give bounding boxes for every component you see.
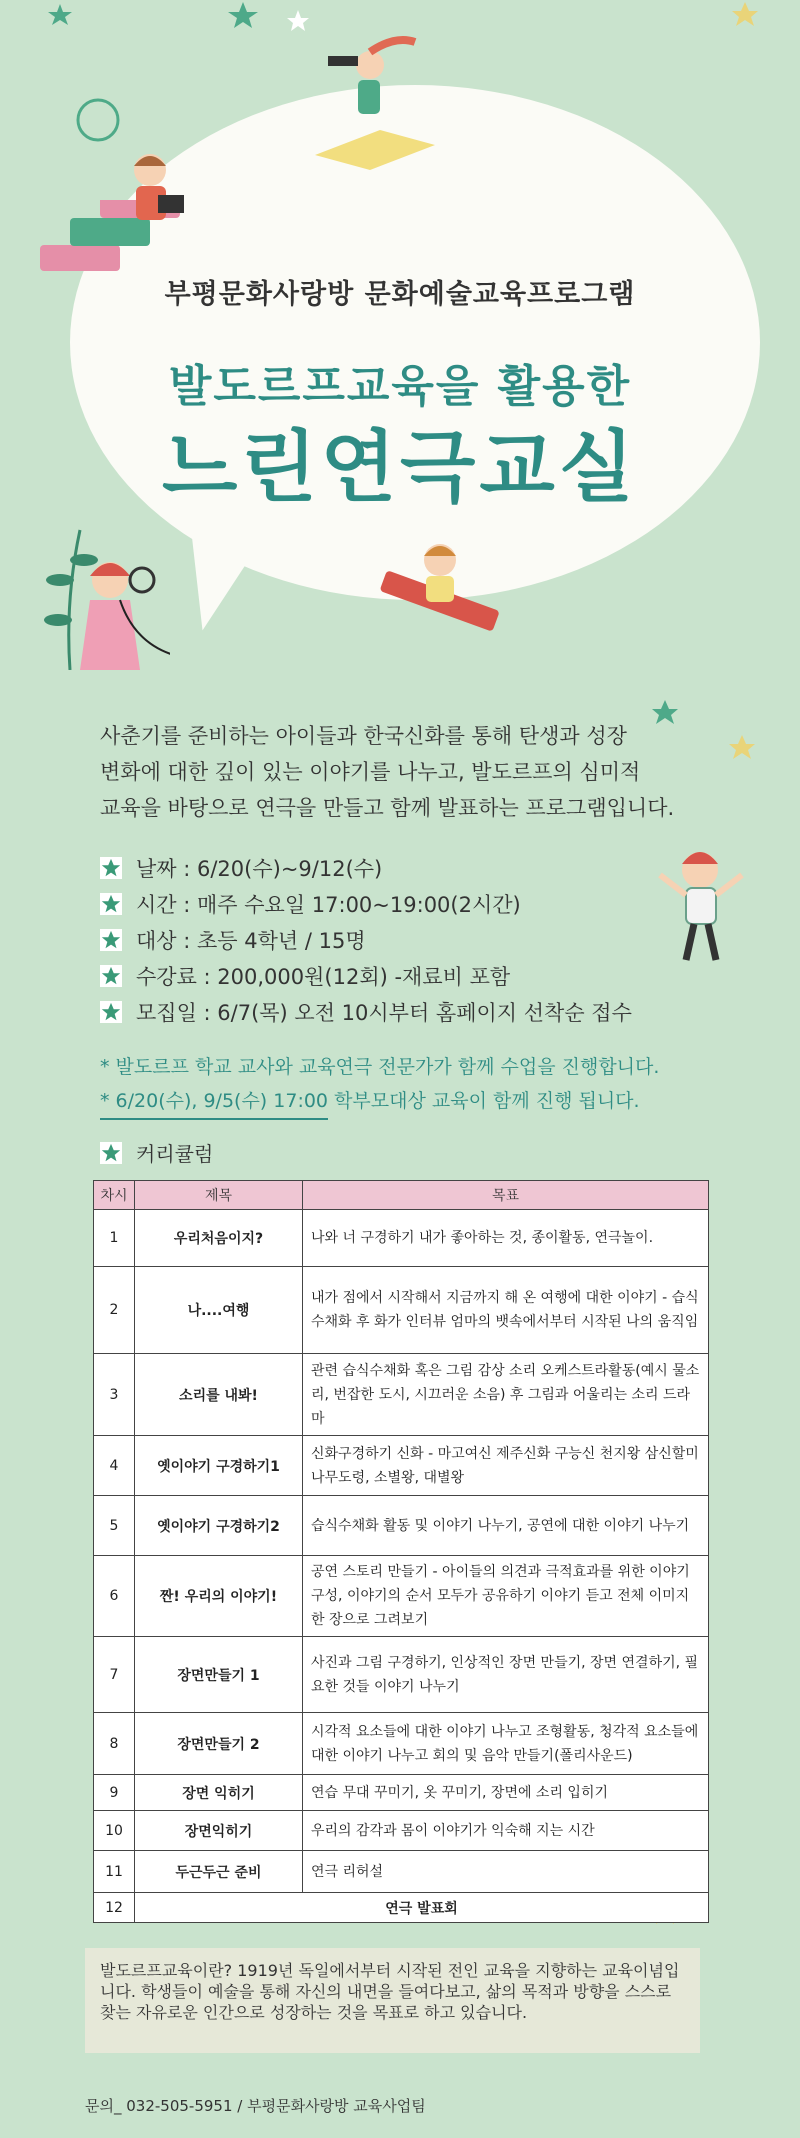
session-goal: 우리의 감각과 몸이 이야기가 익숙해 지는 시간 <box>303 1811 709 1851</box>
table-row-final <box>94 1893 709 1923</box>
info-list <box>100 850 632 1030</box>
session-goal: 신화구경하기 신화 - 마고여신 제주신화 구능신 천지왕 삼신할미 나무도령, 소별왕, 대별왕 <box>303 1436 709 1496</box>
curriculum-table <box>93 1180 709 1923</box>
info-date <box>100 850 632 886</box>
session-title: 장면 익히기 <box>135 1775 303 1811</box>
session-title: 장면익히기 <box>135 1811 303 1851</box>
session-number: 11 <box>94 1851 135 1893</box>
note-line: * 발도르프 학교 교사와 교육연극 전문가가 함께 수업을 진행합니다. <box>100 1056 660 1078</box>
session-number: 1 <box>94 1210 135 1267</box>
star-icon <box>100 929 122 951</box>
star-icon <box>228 2 258 28</box>
session-number: 4 <box>94 1436 135 1496</box>
session-goal: 연극 리허설 <box>303 1851 709 1893</box>
session-title: 우리처음이지? <box>135 1210 303 1267</box>
star-icon <box>100 965 122 987</box>
column-header: 제목 <box>135 1181 303 1210</box>
session-goal: 공연 스토리 만들기 - 아이들의 의견과 극적효과를 위한 이야기 구성, 이야기의 순서 모두가 공유하기 이야기 듣고 전체 이미지 한 장으로 그려보기 <box>303 1556 709 1637</box>
child-on-pencil-illustration <box>370 530 530 660</box>
star-icon <box>48 4 72 25</box>
curriculum-heading-text: 커리큘럼 <box>136 1142 214 1166</box>
final-performance: 연극 발표회 <box>135 1893 709 1923</box>
table-row <box>94 1775 709 1811</box>
session-goal: 사진과 그림 구경하기, 인상적인 장면 만들기, 장면 연결하기, 필요한 것들 이야기 나누기 <box>303 1637 709 1713</box>
star-icon <box>287 10 309 31</box>
star-icon <box>100 1001 122 1023</box>
table-row <box>94 1556 709 1637</box>
session-number: 6 <box>94 1556 135 1637</box>
info-target <box>100 922 632 958</box>
star-icon <box>100 857 122 879</box>
session-goal: 습식수채화 활동 및 이야기 나누기, 공연에 대한 이야기 나누기 <box>303 1496 709 1556</box>
session-number: 8 <box>94 1713 135 1775</box>
session-title: 소리를 내봐! <box>135 1354 303 1436</box>
session-number: 10 <box>94 1811 135 1851</box>
session-goal: 시각적 요소들에 대한 이야기 나누고 조형활동, 청각적 요소들에 대한 이야기 나누고 회의 및 음악 만들기(폴리사운드) <box>303 1713 709 1775</box>
intro-line: 변화에 대한 깊이 있는 이야기를 나누고, 발도르프의 심미적 <box>100 760 641 784</box>
curriculum-heading <box>100 1138 213 1167</box>
session-title: 장면만들기 1 <box>135 1637 303 1713</box>
column-header: 목표 <box>303 1181 709 1210</box>
session-goal: 연습 무대 꾸미기, 옷 꾸미기, 장면에 소리 입히기 <box>303 1775 709 1811</box>
column-header: 차시 <box>94 1181 135 1210</box>
info-time <box>100 886 632 922</box>
table-row <box>94 1436 709 1496</box>
info-text: 수강료 : 200,000원(12회) -재료비 포함 <box>136 965 511 989</box>
session-number: 9 <box>94 1775 135 1811</box>
table-row <box>94 1713 709 1775</box>
child-with-binoculars-illustration <box>310 30 440 170</box>
session-number: 12 <box>94 1893 135 1923</box>
table-row <box>94 1811 709 1851</box>
intro-line: 교육을 바탕으로 연극을 만들고 함께 발표하는 프로그램입니다. <box>100 796 675 820</box>
info-text: 날짜 : 6/20(수)~9/12(수) <box>136 857 383 881</box>
table-header-row <box>94 1181 709 1210</box>
session-title: 옛이야기 구경하기2 <box>135 1496 303 1556</box>
notes <box>100 1050 659 1120</box>
session-goal: 내가 점에서 시작해서 지금까지 해 온 여행에 대한 이야기 - 습식수채화 후 화가 인터뷰 엄마의 뱃속에서부터 시작된 나의 움직임 <box>303 1267 709 1354</box>
session-goal: 나와 너 구경하기 내가 좋아하는 것, 종이활동, 연극놀이. <box>303 1210 709 1267</box>
intro-line: 사춘기를 준비하는 아이들과 한국신화를 통해 탄생과 성장 <box>100 724 627 748</box>
note-rest: 학부모대상 교육이 함께 진행 됩니다. <box>328 1090 640 1112</box>
program-kicker: 부평문화사랑방 문화예술교육프로그램 <box>164 279 636 310</box>
session-number: 7 <box>94 1637 135 1713</box>
table-row <box>94 1851 709 1893</box>
note-line <box>100 1084 659 1120</box>
info-fee <box>100 958 632 994</box>
session-title: 옛이야기 구경하기1 <box>135 1436 303 1496</box>
session-number: 5 <box>94 1496 135 1556</box>
note-underlined: * 6/20(수), 9/5(수) 17:00 <box>100 1084 328 1120</box>
contact-info: 문의_ 032-505-5951 / 부평문화사랑방 교육사업팀 <box>85 2097 426 2115</box>
info-recruit <box>100 994 632 1030</box>
table-row <box>94 1637 709 1713</box>
table-row <box>94 1496 709 1556</box>
star-icon <box>100 1142 122 1164</box>
star-icon <box>732 2 758 26</box>
table-row <box>94 1267 709 1354</box>
session-title: 나....여행 <box>135 1267 303 1354</box>
session-title: 짠! 우리의 이야기! <box>135 1556 303 1637</box>
session-title: 장면만들기 2 <box>135 1713 303 1775</box>
program-title: 느린연극교실 <box>161 423 639 513</box>
jumping-child-illustration <box>650 840 760 990</box>
leaf-plant-illustration <box>40 520 100 670</box>
info-text: 모집일 : 6/7(목) 오전 10시부터 홈페이지 선착순 접수 <box>136 1001 632 1025</box>
info-text: 시간 : 매주 수요일 17:00~19:00(2시간) <box>136 893 521 917</box>
star-icon <box>100 893 122 915</box>
table-row <box>94 1210 709 1267</box>
about-waldorf-box: 발도르프교육이란? 1919년 독일에서부터 시작된 전인 교육을 지향하는 교육이념입니다. 학생들이 예술을 통해 자신의 내면을 들여다보고, 삶의 목적과 방향을 스스로 찾는 자유로운 인간으로 성장하는 것을 목표로 하고 있습니다. <box>85 1948 700 2053</box>
session-title: 두근두근 준비 <box>135 1851 303 1893</box>
info-text: 대상 : 초등 4학년 / 15명 <box>136 929 366 953</box>
table-row <box>94 1354 709 1436</box>
balloon-icon <box>70 95 130 165</box>
session-number: 2 <box>94 1267 135 1354</box>
session-goal: 관련 습식수채화 혹은 그림 감상 소리 오케스트라활동(예시 물소리, 번잡한 도시, 시끄러운 소음) 후 그림과 어울리는 소리 드라마 <box>303 1354 709 1436</box>
intro-paragraph <box>100 718 740 826</box>
program-subtitle: 발도르프교육을 활용한 <box>168 361 632 412</box>
session-number: 3 <box>94 1354 135 1436</box>
